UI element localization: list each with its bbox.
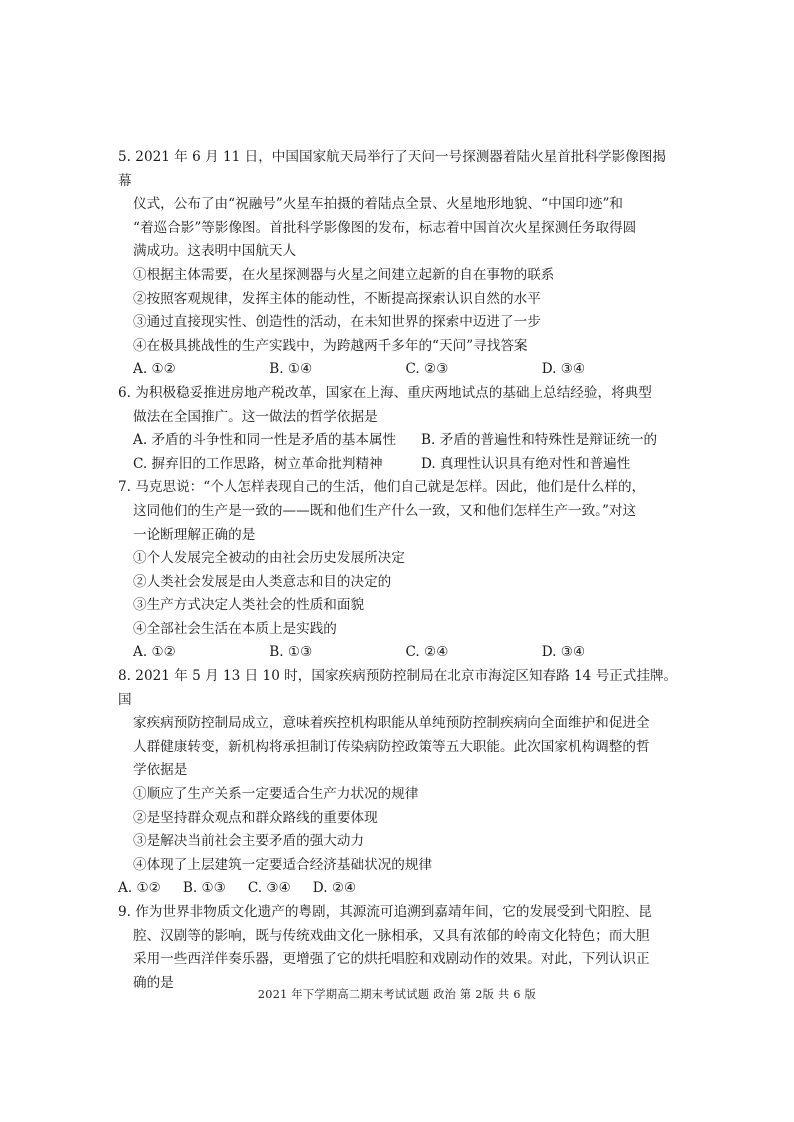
question-8-stem-line-1: 8. 2021 年 5 月 13 日 10 时，国家疾病预防控制局在北京市海淀区知春路 14 号正式挂牌。国 [118,668,678,708]
question-6-stem-line-1: 6. 为积极稳妥推进房地产税改革，国家在上海、重庆两地试点的基础上总结经验，将典型 [118,384,652,401]
question-8-stem-line-4: 学依据是 [133,762,188,779]
question-7-statement-1: ①个人发展完全被动的由社会历史发展所决定 [133,550,405,567]
question-6-option-a: A. 矛盾的斗争性和同一性是矛盾的基本属性 [133,432,397,449]
question-6 [118,382,678,476]
question-9-stem-line-2: 腔、汉剧等的影响，既与传统戏曲文化一脉相承，又具有浓郁的岭南文化特色；而大胆 [133,927,650,944]
question-8-stem-line-2: 家疾病预防控制局成立，意味着疾控机构职能从单纯预防控制疾病向全面维护和促进全 [133,715,650,732]
page-footer: 2021 年下学期高二期末考试试题 政治 第 2版 共 6 版 [257,988,537,1001]
question-7-statement-4: ④全部社会生活在本质上是实践的 [133,620,337,637]
question-7-stem-line-1: 7. 马克思说：“个人怎样表现自己的生活，他们自己就是怎样。因此，他们是什么样的， [118,479,646,496]
question-5-stem-line-4: 满成功。这表明中国航天人 [133,243,297,260]
question-8-statement-4: ④体现了上层建筑一定要适合经济基础状况的规律 [133,856,433,873]
question-8-statement-3: ③是解决当前社会主要矛盾的强大动力 [133,833,365,850]
question-8-option-c: C. ③④ [247,880,291,897]
question-5 [118,146,678,382]
question-5-statement-2: ②按照客观规律，发挥主体的能动性，不断提高探索认识自然的水平 [133,290,541,307]
question-8-stem-line-3: 人群健康转变，新机构将承担制订传染病防控政策等五大职能。此次国家机构调整的哲 [133,738,650,755]
question-8-option-a: A. ①② [118,880,161,897]
question-5-option-c: C. ②③ [405,361,449,378]
question-6-option-b: B. 矛盾的普遍性和特殊性是辩证统一的 [421,432,658,449]
question-7-statement-2: ②人类社会发展是由人类意志和目的决定的 [133,573,392,590]
question-9-stem-line-1: 9. 作为世界非物质文化遗产的粤剧，其源流可追溯到嘉靖年间，它的发展受到弋阳腔、昆 [118,904,652,920]
question-5-stem-line-2: 仪式，公布了由“祝融号”火星车拍摄的着陆点全景、火星地形地貌、“中国印迹”和 [133,196,623,213]
question-5-option-a: A. ①② [133,361,176,378]
question-6-stem-line-2: 做法在全国推广。这一做法的哲学依据是 [133,408,378,425]
question-5-statement-1: ①根据主体需要，在火星探测器与火星之间建立起新的自在事物的联系 [133,266,555,283]
question-5-stem-line-1: 5. 2021 年 6 月 11 日，中国国家航天局举行了天问一号探测器着陆火星首批科学影像图揭幕 [118,149,667,189]
question-6-option-c: C. 摒弃旧的工作思路，树立革命批判精神 [133,455,383,472]
page-content [118,146,678,995]
question-9-stem-line-3: 采用一些西洋伴奏乐器，更增强了它的烘托唱腔和戏剧动作的效果。对此，下列认识正 [133,951,650,968]
question-7-stem-line-2: 这同他们的生产是一致的——既和他们生产什么一致，又和他们怎样生产一致。”对这 [133,502,637,519]
question-8-option-b: B. ①③ [182,880,226,897]
question-7-stem-line-3: 一论断理解正确的是 [133,526,256,543]
question-9 [118,901,678,995]
question-7-option-c: C. ②④ [405,644,449,661]
question-6-options [118,429,678,476]
question-7-option-a: A. ①② [133,644,176,661]
question-7 [118,476,678,665]
question-5-option-b: B. ①④ [269,361,313,378]
question-5-stem-line-3: “着巡合影”等影像图。首批科学影像图的发布，标志着中国首次火星探测任务取得圆 [133,219,637,236]
question-7-option-d: D. ③④ [541,644,586,661]
question-8-statement-2: ②是坚持群众观点和群众路线的重要体现 [133,809,378,826]
question-5-options [118,358,678,382]
question-8-options [118,877,678,901]
question-8-statement-1: ①顺应了生产关系一定要适合生产力状况的规律 [133,786,419,803]
question-5-statement-3: ③通过直接现实性、创造性的活动，在未知世界的探索中迈进了一步 [133,314,541,331]
question-7-options [118,641,678,665]
question-5-option-d: D. ③④ [541,361,586,378]
question-7-option-b: B. ①③ [269,644,313,661]
question-7-statement-3: ③生产方式决定人类社会的性质和面貌 [133,597,365,614]
question-5-statement-4: ④在极具挑战性的生产实践中，为跨越两千多年的“天问”寻找答案 [133,337,528,354]
question-6-option-d: D. 真理性认识具有绝对性和普遍性 [421,455,631,472]
question-9-stem-line-4: 确的是 [133,974,174,991]
question-8-option-d: D. ②④ [312,880,357,897]
question-8 [118,665,678,901]
